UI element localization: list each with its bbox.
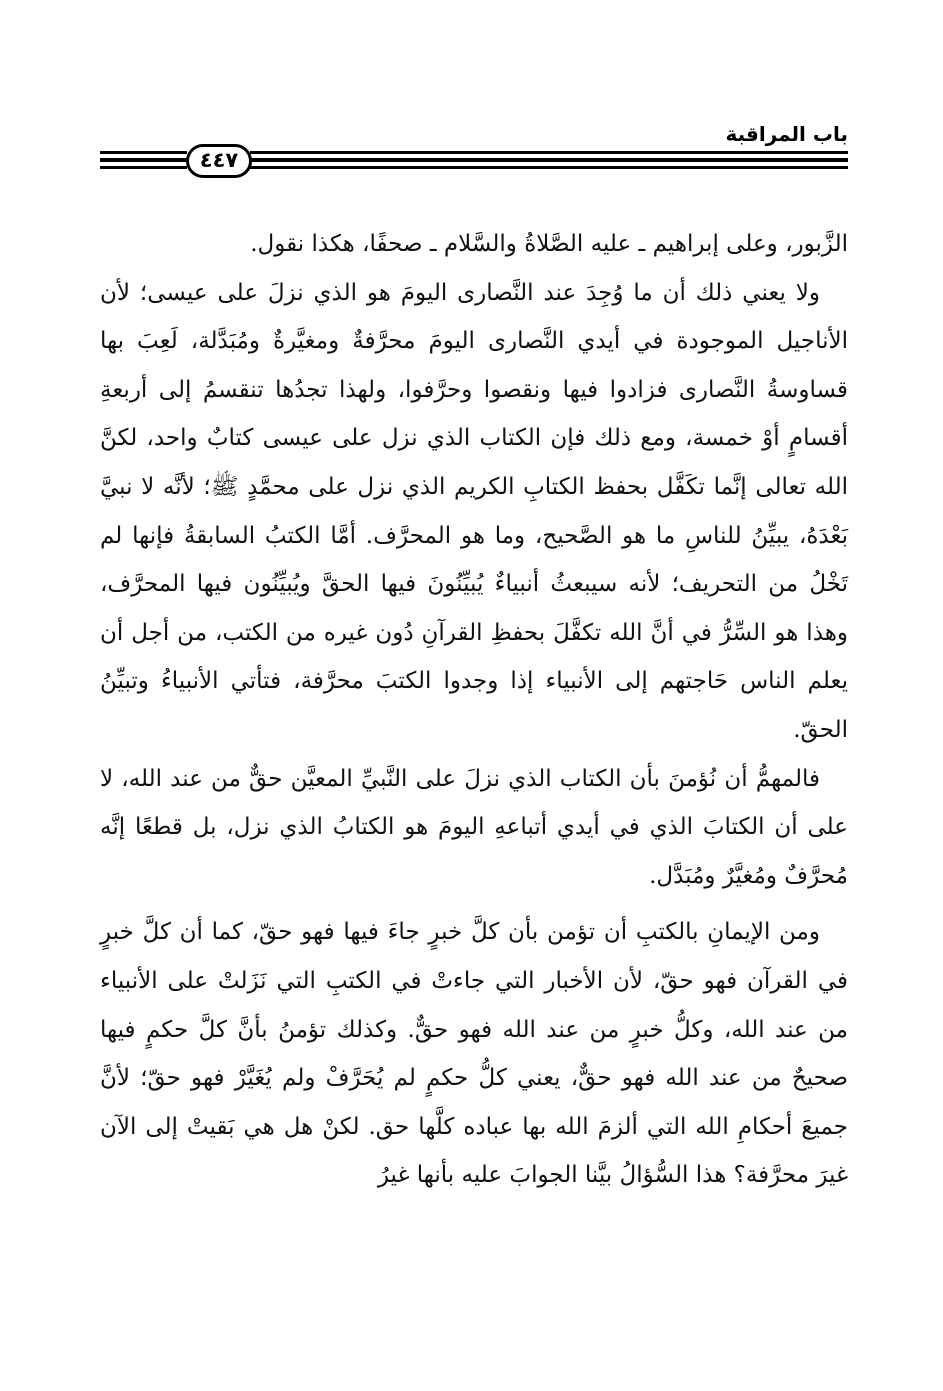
header-rule xyxy=(100,151,187,154)
body-text xyxy=(100,220,848,1200)
paragraph: فالمهمُّ أن نُؤمنَ بأن الكتاب الذي نزلَ على النَّبيِّ المعيَّن حقٌّ من عند الله، لا على أن الكتابَ الذي في أيدي أتباعهِ اليومَ هو الكتابُ الذي نزل، بل قطعًا إنَّه مُحرَّفٌ ومُغيَّرٌ ومُبَدَّل. xyxy=(100,765,848,889)
page-header xyxy=(100,118,848,188)
paragraph: ومن الإيمانِ بالكتبِ أن تؤمن بأن كلَّ خبرٍ جاءَ فيها فهو حقّ، كما أن كلَّ خبرٍ في القرآن فهو حقّ، لأن الأخبار التي جاءتْ في الكتبِ التي نَزَلتْ على الأنبياء من عند الله، وكلُّ خبرٍ من عند الله فهو حقٌّ. وكذلك تؤمنُ بأنَّ كلَّ حكمٍ فيها صحيحٌ من عند الله فهو حقٌّ، يعني كلُّ حكمٍ لم يُحَرَّفْ ولم يُغَيَّرْ فهو حقّ؛ لأنَّ جميعَ أحكامِ الله التي ألزمَ الله بها عباده كلَّها حق. لكنْ هل هي بَقيتْ إلى الآن غيرَ محرَّفة؟ هذا السُّؤالُ بيَّنا الجوابَ عليه بأنها غيرُ xyxy=(100,919,848,1189)
page-number: ٤٤٧ xyxy=(186,144,252,178)
header-rule xyxy=(100,166,187,169)
header-rule xyxy=(100,158,187,162)
header-rule xyxy=(250,158,848,162)
paragraph: الزَّبور، وعلى إبراهيم ـ عليه الصَّلاةُ والسَّلام ـ صحفًا، هكذا نقول. xyxy=(250,231,848,257)
header-rule xyxy=(250,166,848,169)
running-title: باب المراقبة xyxy=(725,122,848,146)
header-rule xyxy=(250,151,848,154)
paragraph: ولا يعني ذلك أن ما وُجِدَ عند النَّصارى اليومَ هو الذي نزلَ على عيسى؛ لأن الأناجيل الموجودة في أيدي النَّصارى اليومَ محرَّفةٌ ومغيَّرةٌ ومُبَدَّلة، لَعِبَ بها قساوسةُ النَّصارى فزادوا فيها ونقصوا وحرَّفوا، ولهذا تجدُها تنقسمُ إلى أربعةِ أقسامٍ أوْ خمسة، ومع ذلك فإن الكتاب الذي نزل على عيسى كتابٌ واحد، لكنَّ الله تعالى إنَّما تكَفَّل بحفظ الكتابِ الكريم الذي نزل على محمَّدٍ ﷺ؛ لأنَّه لا نبيَّ بَعْدَهُ، يبيِّنُ للناسِ ما هو الصَّحيح، وما هو المحرَّف. أمَّا الكتبُ السابقةُ فإنها لم تَخْلُ من التحريف؛ لأنه سيبعثُ أنبياءٌ يُبيِّنُونَ فيها الحقَّ ويُبيِّنُون فيها المحرَّف، وهذا هو السِّرُّ في أنَّ الله تكفَّلَ بحفظِ القرآنِ دُون غيره من الكتب، من أجل أن يعلم الناس حَاجتهم إلى الأنبياء إذا وجدوا الكتبَ محرَّفة، فتأتي الأنبياءُ وتبيِّنُ الحقّ. xyxy=(100,279,848,743)
